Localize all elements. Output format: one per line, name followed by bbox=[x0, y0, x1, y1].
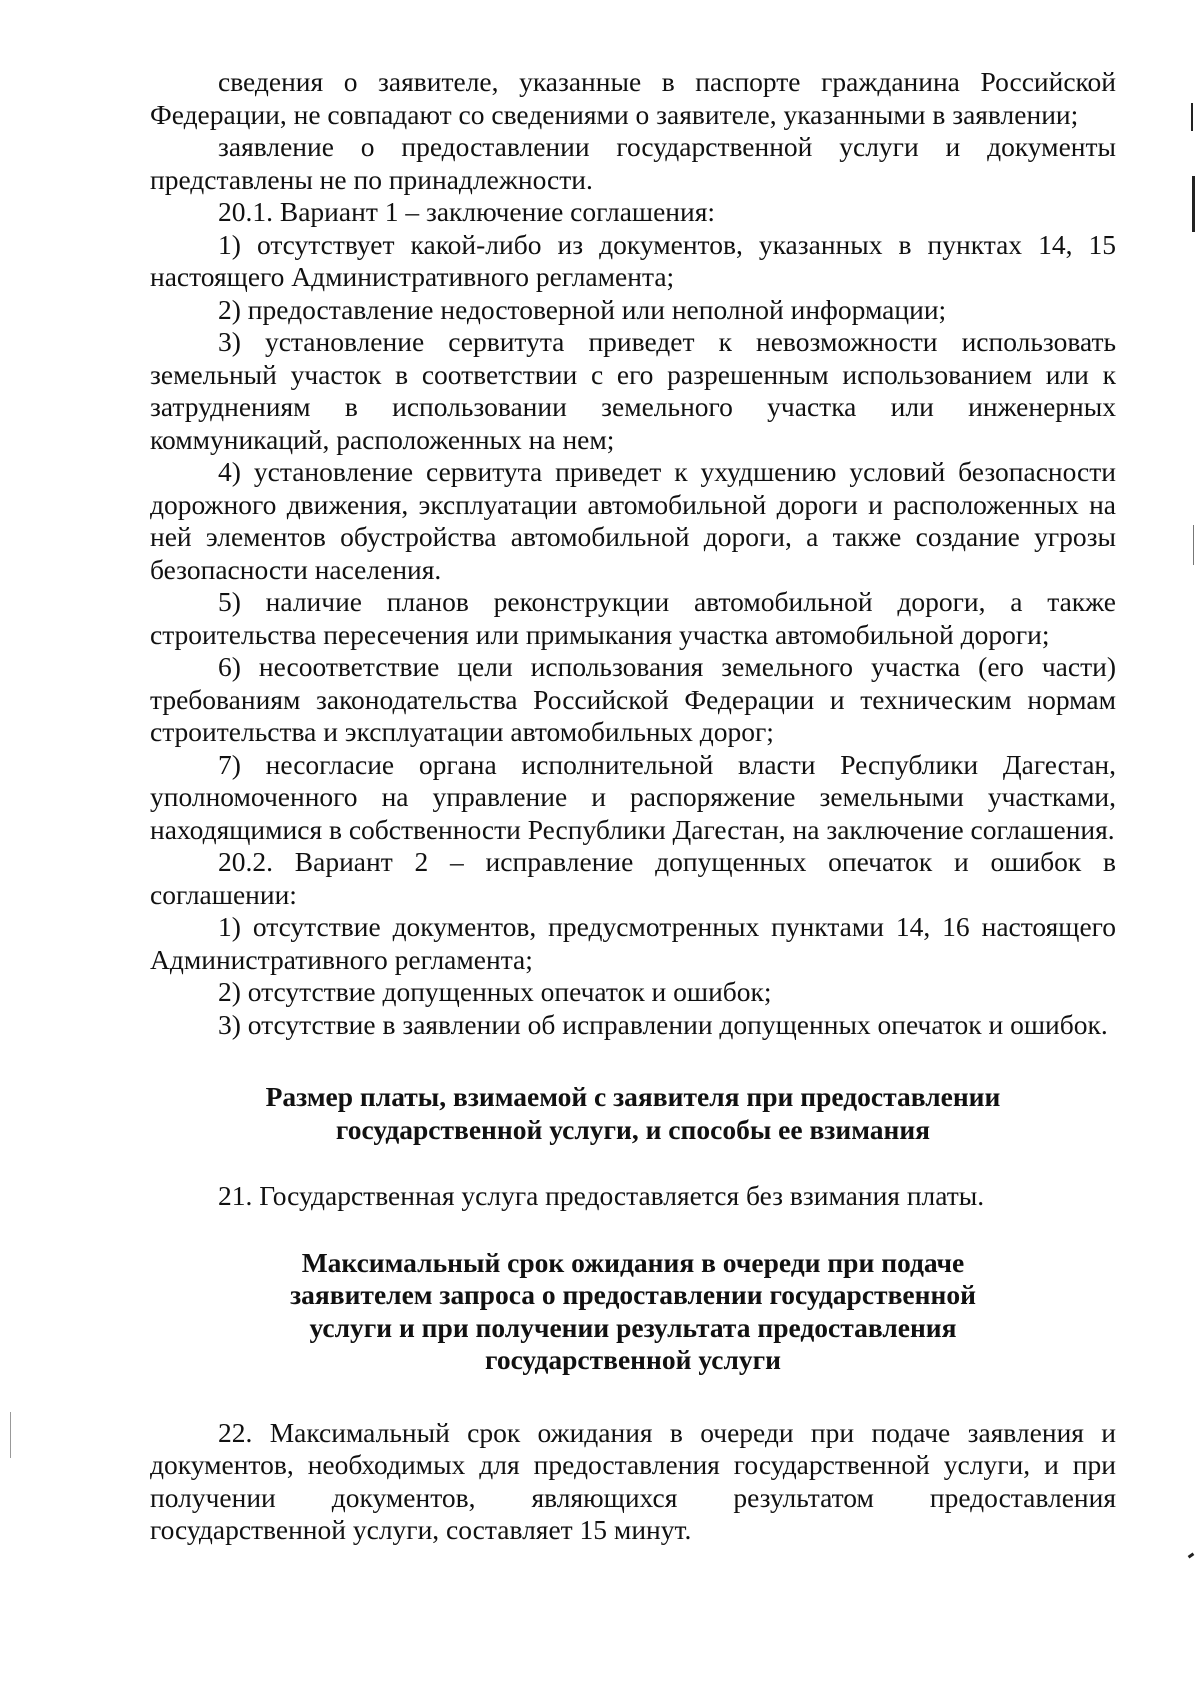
paragraph-variant-1-title: 20.1. Вариант 1 – заключение соглашения: bbox=[218, 196, 716, 227]
paragraph-variant-1-item-6: 6) несоответствие цели использования земельного участка (его части) требованиям законодательства Российской Федерации и техническим нормам строительства и эксплуатации автомобильных дорог; bbox=[150, 651, 1116, 747]
paragraph-applicant-data-mismatch: сведения о заявителе, указанные в паспорте гражданина Российской Федерации, не совпадают со сведениями о заявителе, указанными в заявлении; bbox=[150, 66, 1116, 130]
section-heading-fee-line-2: государственной услуги, и способы ее взимания bbox=[335, 1113, 931, 1145]
paragraph-variant-1-item-3: 3) установление сервитута приведет к невозможности использовать земельный участок в соответствии с его разрешенным использованием или к затруднениям в использовании земельного участка или инженерных коммуникаций, расположенных на нем; bbox=[150, 326, 1116, 455]
section-heading-wait-line-1: Максимальный срок ожидания в очереди при подаче bbox=[301, 1246, 965, 1278]
paragraph-variant-1-item-4: 4) установление сервитута приведет к ухудшению условий безопасности дорожного движения, эксплуатации автомобильной дороги и расположенных на ней элементов обустройства автомобильной дороги, а также создание угрозы безопасности населения. bbox=[150, 456, 1116, 585]
paragraph-wait-time: 22. Максимальный срок ожидания в очереди при подаче заявления и документов, необходимых для предоставления государственной услуги, и при получении документов, являющихся результатом предоставления государственной услуги, составляет 15 минут. bbox=[150, 1416, 1116, 1545]
paragraph-fee: 21. Государственная услуга предоставляется без взимания платы. bbox=[218, 1180, 985, 1211]
paragraph-variant-1-item-5: 5) наличие планов реконструкции автомобильной дороги, а также строительства пересечения или примыкания участка автомобильной дороги; bbox=[150, 586, 1116, 650]
scan-artifact bbox=[1191, 103, 1193, 131]
scan-artifact bbox=[1193, 525, 1194, 565]
document-page bbox=[150, 66, 1116, 1547]
paragraph-variant-2-item-3: 3) отсутствие в заявлении об исправлении допущенных опечаток и ошибок. bbox=[218, 1008, 1108, 1040]
scan-artifact bbox=[1192, 176, 1195, 232]
section-heading-wait-line-3: услуги и при получении результата предоставления bbox=[309, 1311, 957, 1343]
paragraph-wrong-submission: заявление о предоставлении государственной услуги и документы представлены не по принадлежности. bbox=[150, 131, 1116, 195]
scan-artifact bbox=[10, 1412, 11, 1458]
paragraph-variant-2-item-2: 2) отсутствие допущенных опечаток и ошибок; bbox=[218, 976, 772, 1007]
paragraph-variant-1-item-1: 1) отсутствует какой-либо из документов, указанных в пунктах 14, 15 настоящего Административного регламента; bbox=[150, 228, 1116, 292]
paragraph-variant-2-title: 20.2. Вариант 2 – исправление допущенных опечаток и ошибок в соглашении: bbox=[150, 846, 1116, 910]
section-heading-wait-line-2: заявителем запроса о предоставлении государственной bbox=[290, 1279, 976, 1310]
scan-artifact bbox=[1188, 1553, 1195, 1559]
section-heading-wait-line-4: государственной услуги bbox=[485, 1344, 781, 1375]
paragraph-variant-2-item-1: 1) отсутствие документов, предусмотренных пунктами 14, 16 настоящего Административного регламента; bbox=[150, 911, 1116, 975]
paragraph-variant-1-item-7: 7) несогласие органа исполнительной власти Республики Дагестан, уполномоченного на управление и распоряжение земельными участками, находящимися в собственности Республики Дагестан, на заключение соглашения. bbox=[150, 748, 1116, 845]
section-heading-fee-line-1: Размер платы, взимаемой с заявителя при предоставлении bbox=[265, 1081, 1001, 1112]
paragraph-variant-1-item-2: 2) предоставление недостоверной или неполной информации; bbox=[218, 293, 947, 325]
